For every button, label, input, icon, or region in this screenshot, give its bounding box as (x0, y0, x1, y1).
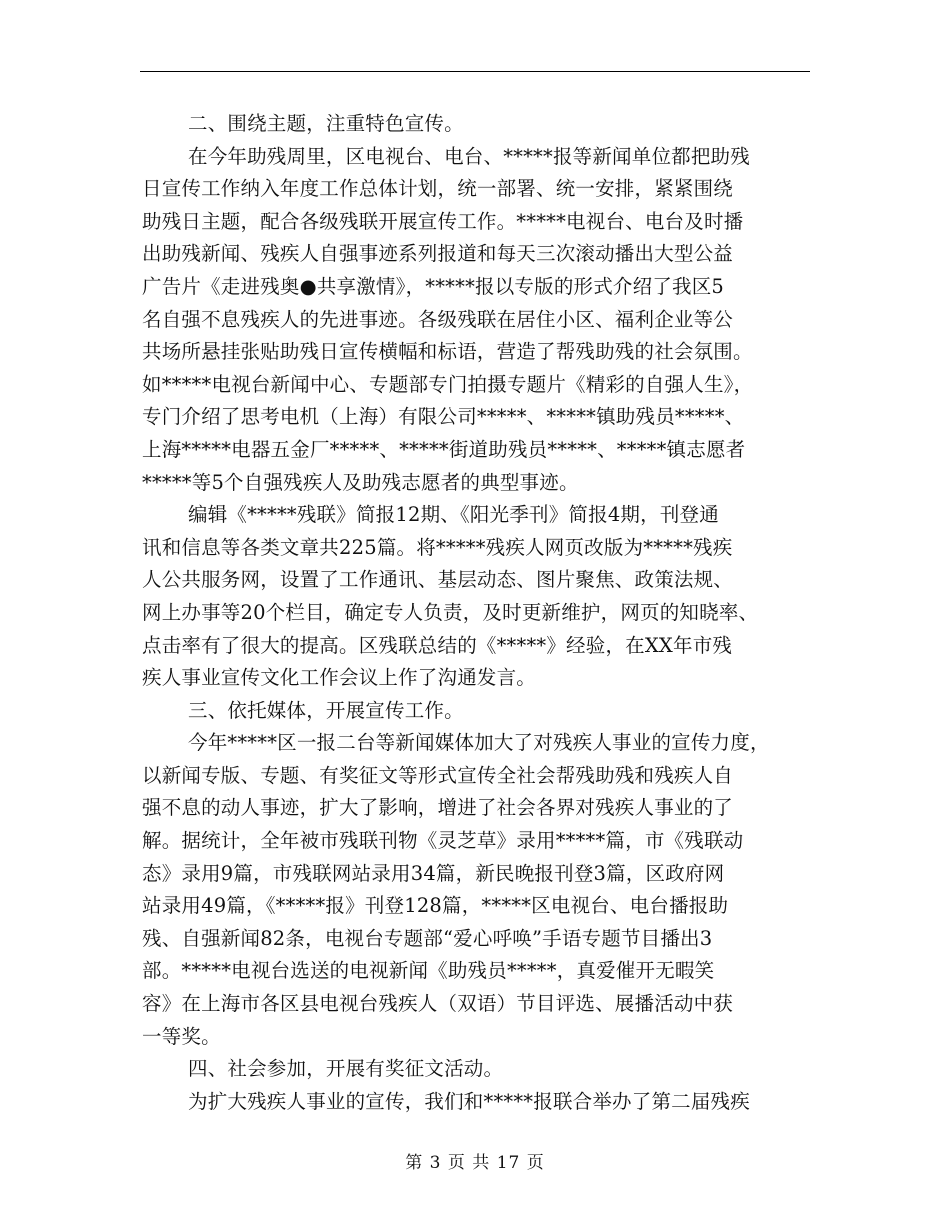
text-line: 残、自强新闻82条，电视台专题部“爱心呼唤”手语专题节目播出3 (142, 926, 713, 950)
text-line: 日宣传工作纳入年度工作总体计划，统一部署、统一安排，紧紧围绕 (142, 177, 734, 201)
text-line: 共场所悬挂张贴助残日宣传横幅和标语，营造了帮残助残的社会氛围。 (142, 340, 753, 364)
text-line: 人公共服务网，设置了工作通讯、基层动态、图片聚焦、政策法规、 (142, 568, 734, 592)
text-line: 出助残新闻、残疾人自强事迹系列报道和每天三次滚动播出大型公益 (142, 242, 734, 266)
text-line: 强不息的动人事迹，扩大了影响，增进了社会各界对残疾人事业的了 (142, 796, 734, 820)
page-footer: 第 3 页 共 17 页 (405, 1153, 545, 1173)
text-line: 四、社会参加，开展有奖征文活动。 (188, 1057, 504, 1081)
text-line: 为扩大残疾人事业的宣传，我们和*****报联合举办了第二届残疾 (188, 1089, 750, 1113)
header-rule (140, 71, 810, 72)
text-line: 专门介绍了思考电机（上海）有限公司*****、*****镇助残员*****、 (142, 405, 745, 429)
text-line: 疾人事业宣传文化工作会议上作了沟通发言。 (142, 666, 537, 690)
text-line: 网上办事等20个栏目，确定专人负责，及时更新维护，网页的知晓率、 (142, 600, 759, 624)
document-body (142, 108, 814, 1118)
text-line: 编辑《*****残联》简报12期、《阳光季刊》简报4期，刊登通 (188, 503, 719, 527)
text-line: 上海*****电器五金厂*****、*****街道助残员*****、*****镇志愿者 (142, 437, 746, 461)
text-line: 部。*****电视台选送的电视新闻《助残员*****，真爱催开无暇笑 (142, 959, 715, 983)
text-line: 态》录用9篇，市残联网站录用34篇，新民晚报刊登3篇，区政府网 (142, 861, 725, 885)
text-line: 站录用49篇，《*****报》刊登128篇，*****区电视台、电台播报助 (142, 894, 729, 918)
text-line: 三、依托媒体，开展宣传工作。 (188, 698, 464, 722)
text-line: 广告片《走进残奥●共享激情》，*****报以专版的形式介绍了我区5 (142, 274, 725, 298)
text-line: *****等5个自强残疾人及助残志愿者的典型事迹。 (142, 470, 579, 494)
text-line: 如*****电视台新闻中心、专题部专门拍摄专题片《精彩的自强人生》， (142, 372, 754, 396)
text-line: 以新闻专版、专题、有奖征文等形式宣传全社会帮残助残和残疾人自 (142, 763, 734, 787)
text-line: 讯和信息等各类文章共225篇。将*****残疾人网页改版为*****残疾 (142, 535, 733, 559)
text-line: 在今年助残周里，区电视台、电台、*****报等新闻单位都把助残 (188, 144, 750, 168)
text-line: 容》在上海市各区县电视台残疾人（双语）节目评选、展播活动中获 (142, 992, 734, 1016)
text-line: 二、围绕主题，注重特色宣传。 (188, 112, 464, 135)
text-line: 今年*****区一报二台等新闻媒体加大了对残疾人事业的宣传力度， (188, 731, 770, 755)
text-line: 助残日主题，配合各级残联开展宣传工作。*****电视台、电台及时播 (142, 209, 744, 233)
text-line: 一等奖。 (142, 1024, 221, 1048)
text-line: 名自强不息残疾人的先进事迹。各级残联在居住小区、福利企业等公 (142, 307, 734, 331)
text-line: 点击率有了很大的提高。区残联总结的《*****》经验，在XX年市残 (142, 633, 733, 657)
text-line: 解。据统计，全年被市残联刊物《灵芝草》录用*****篇，市《残联动 (142, 829, 744, 853)
